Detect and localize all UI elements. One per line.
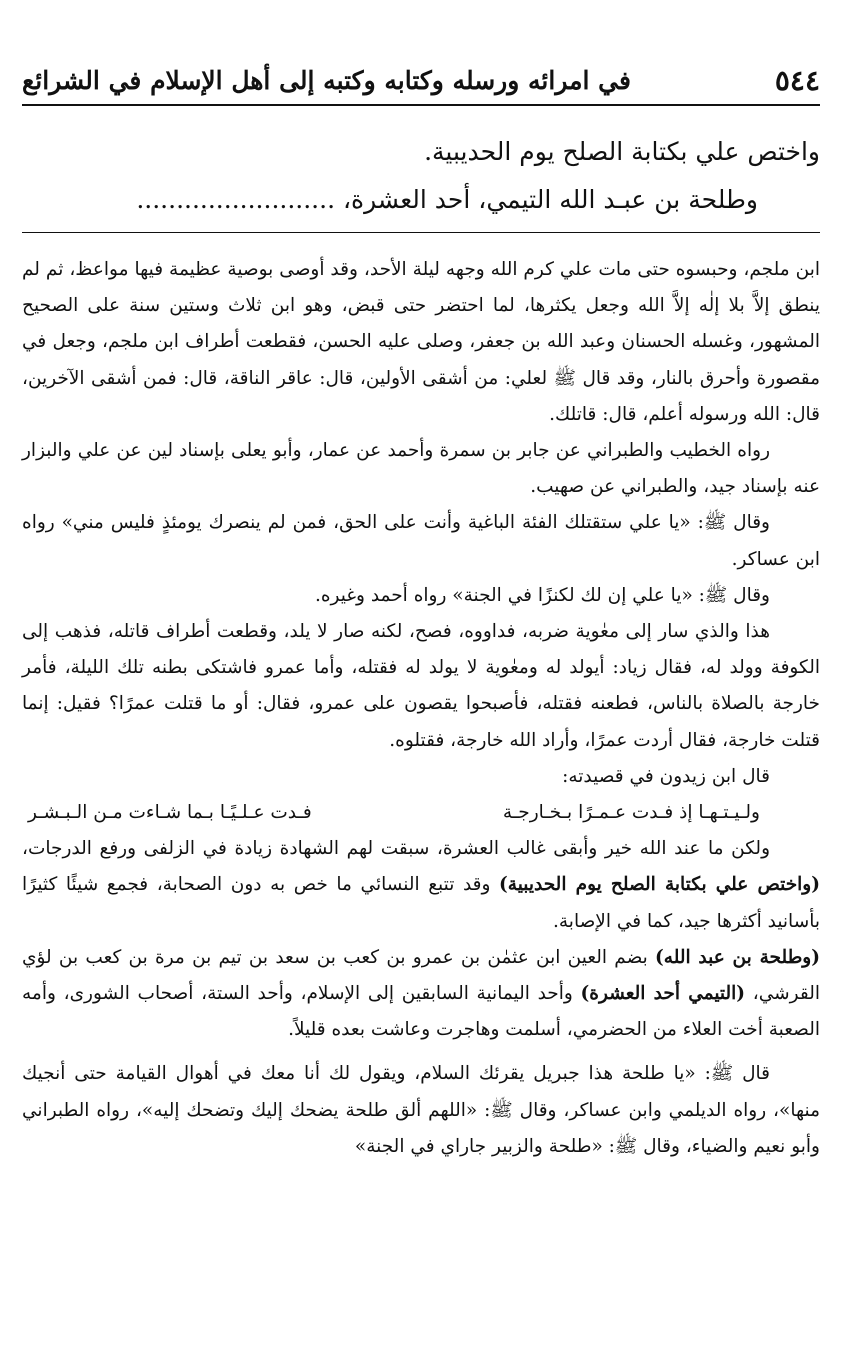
ellipsis-dots: ......................... (136, 185, 336, 214)
main-text-line-2-words: وطلحة بن عبـد الله التيمي، أحد العشرة، (342, 185, 758, 214)
verse-first-hemistich: ولـيـتـهـا إذ فـدت عـمـرًا بـخـارجـة (502, 802, 760, 824)
commentary-paragraph-8 (22, 940, 820, 1049)
p7-text-a: ولكن ما عند الله خير وأبقى غالب العشرة، سبقت لهم الشهادة زيادة في الزلفى ورفع الدرجات، (22, 838, 770, 860)
main-text (22, 128, 820, 224)
commentary-paragraph-9: قال ﷺ: «يا طلحة هذا جبريل يقرئك السلام، ويقول لك أنا معك في أهوال القيامة حتى أنجيك منها»، رواه الديلمي وابن عساكر، وقال ﷺ: «اللهم ألق طلحة يضحك إليك وتضحك إليه»، رواه الطبراني وأبو نعيم والضياء، وقال ﷺ: «طلحة والزبير جاراي في الجنة» (22, 1063, 820, 1157)
page-header (22, 58, 820, 102)
poem-verse (22, 795, 820, 831)
main-text-line-1: واختص علي بكتابة الصلح يوم الحديبية. (424, 137, 820, 166)
page-number: ٥٤٤ (774, 63, 820, 97)
verse-second-hemistich: فـدت عـلـيًـا بـما شـاءت مـن الـبـشـر (28, 802, 312, 824)
running-title: في امرائه ورسله وكتابه وكتبه إلى أهل الإسلام في الشرائع (22, 65, 631, 95)
commentary-paragraph-7 (22, 831, 820, 940)
commentary-paragraph-2: رواه الخطيب والطبراني عن جابر بن سمرة وأحمد عن عمار، وأبو يعلى بإسناد لين عن علي والبزار عنه بإسناد جيد، والطبراني عن صهيب. (22, 440, 820, 498)
p8-text-b: وأحد اليمانية السابقين إلى الإسلام، وأحد الستة، أصحاب الشورى، وأمه الصعبة أخت العلاء من الحضرمي، أسلمت وهاجرت وعاشت بعده قليلاً. (22, 983, 820, 1041)
p7-quoted-matn: (واختص علي بكتابة الصلح يوم الحديبية) (499, 874, 820, 896)
commentary-paragraph-5: هذا والذي سار إلى معٰوية ضربه، فداووه، فصح، لكنه صار لا يلد، وقطعت أطراف قاتله، فذهب إلى الكوفة وولد له، فقال زياد: أيولد له ومعٰوية لا يولد له فقتله، وأما عمرو فاشتكى بطنه تلك الليلة، فأمر خارجة بالصلاة بالناس، فطعنه فقتله، فأصبحوا يقصون على عمرو، فقال: أو ما قتلت عمرًا؟ فقيل: إنما قتلت خارجة، فقال أردت عمرًا، وأراد الله خارجة، فقتلوه. (22, 621, 820, 751)
separator-rule (22, 232, 820, 233)
commentary-paragraph-3: وقال ﷺ: «يا علي ستقتلك الفئة الباغية وأنت على الحق، فمن لم ينصرك يومئذٍ فليس مني» رواه ابن عساكر. (22, 512, 820, 570)
p7-text-b: وقد تتبع النسائي ما خص به دون الصحابة، فجمع شيئًا كثيرًا بأسانيد أكثرها جيد، كما في الإصابة. (22, 874, 820, 932)
commentary-paragraph-1: ابن ملجم، وحبسوه حتى مات علي كرم الله وجهه ليلة الأحد، وقد أوصى بوصية عظيمة فيها مواعظ، ثم لم ينطق إلاَّ بلا إلٰه إلاَّ الله وجعل يكثرها، لما احتضر حتى قبض، وهو ابن ثلاث وستين سنة على الصحيح المشهور، وغسله الحسنان وعبد الله بن جعفر، وصلى عليه الحسن، فقطعت أطراف ابن ملجم، وجعل في مقصورة وأحرق بالنار، وقد قال ﷺ لعلي: من أشقى الأولين، قال: عاقر الناقة، قال: فمن أشقى الآخرين، قال: الله ورسوله أعلم، قال: قاتلك. (22, 259, 820, 425)
commentary (22, 252, 820, 1165)
header-rule (22, 104, 820, 106)
p8-quoted-matn-1: (وطلحة بن عبد الله) (655, 946, 820, 968)
p8-quoted-matn-2: (التيمي أحد العشرة) (580, 983, 746, 1005)
main-text-line-2 (22, 176, 820, 224)
paragraph-gap (22, 1048, 820, 1056)
commentary-paragraph-4: وقال ﷺ: «يا علي إن لك لكنزًا في الجنة» رواه أحمد وغيره. (314, 584, 770, 606)
commentary-paragraph-6: قال ابن زيدون في قصيدته: (562, 765, 770, 787)
p8-text-a: بضم العين ابن عثمٰن بن عمرو بن كعب بن سعد بن تيم بن مرة بن كعب بن لؤي القرشي، (22, 946, 820, 1005)
